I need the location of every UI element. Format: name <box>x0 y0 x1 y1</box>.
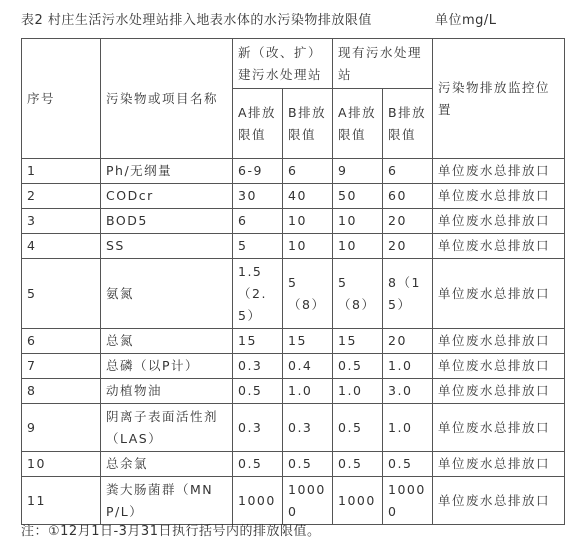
row-pollutant: BOD5 <box>101 209 233 234</box>
table-row <box>22 452 565 477</box>
row-pollutant: 氨氮 <box>101 259 233 329</box>
row-seq: 5 <box>22 259 101 329</box>
row-new-b: 10 <box>283 209 333 234</box>
row-existing-a: 1.0 <box>333 379 383 404</box>
row-new-a: 30 <box>233 184 283 209</box>
row-seq: 9 <box>22 404 101 452</box>
row-pollutant: 阴离子表面活性剂（LAS） <box>101 404 233 452</box>
table-row <box>22 259 565 329</box>
header-pollutant: 污染物或项目名称 <box>101 39 233 159</box>
row-existing-a: 9 <box>333 159 383 184</box>
row-new-a: 6-9 <box>233 159 283 184</box>
row-existing-b: 10000 <box>383 477 433 525</box>
row-existing-b: 6 <box>383 159 433 184</box>
table-title: 表2 村庄生活污水处理站排入地表水体的水污染物排放限值 <box>21 13 372 28</box>
header-a-limit-existing: A排放限值 <box>333 89 383 159</box>
row-monitor-location: 单位废水总排放口 <box>433 354 565 379</box>
row-monitor-location: 单位废水总排放口 <box>433 159 565 184</box>
row-existing-b: 20 <box>383 234 433 259</box>
row-existing-a: 50 <box>333 184 383 209</box>
row-monitor-location: 单位废水总排放口 <box>433 379 565 404</box>
row-seq: 7 <box>22 354 101 379</box>
row-existing-a: 0.5 <box>333 354 383 379</box>
row-pollutant: 总氮 <box>101 329 233 354</box>
row-monitor-location: 单位废水总排放口 <box>433 477 565 525</box>
row-new-a: 1.5（2.5） <box>233 259 283 329</box>
row-monitor-location: 单位废水总排放口 <box>433 234 565 259</box>
row-monitor-location: 单位废水总排放口 <box>433 209 565 234</box>
row-new-a: 0.3 <box>233 404 283 452</box>
row-seq: 6 <box>22 329 101 354</box>
row-new-b: 10 <box>283 234 333 259</box>
emission-limits-table <box>21 38 565 525</box>
table-unit: 单位mg/L <box>435 13 497 28</box>
row-seq: 1 <box>22 159 101 184</box>
header-existing-station: 现有污水处理站 <box>333 39 433 89</box>
row-monitor-location: 单位废水总排放口 <box>433 404 565 452</box>
row-monitor-location: 单位废水总排放口 <box>433 184 565 209</box>
header-b-limit-existing: B排放限值 <box>383 89 433 159</box>
row-new-a: 15 <box>233 329 283 354</box>
row-new-a: 0.5 <box>233 452 283 477</box>
table-row <box>22 477 565 525</box>
row-existing-b: 8（15） <box>383 259 433 329</box>
table-row <box>22 234 565 259</box>
row-new-b: 10000 <box>283 477 333 525</box>
row-new-b: 5（8） <box>283 259 333 329</box>
row-existing-a: 15 <box>333 329 383 354</box>
row-existing-a: 0.5 <box>333 404 383 452</box>
row-monitor-location: 单位废水总排放口 <box>433 329 565 354</box>
row-seq: 2 <box>22 184 101 209</box>
row-existing-a: 5（8） <box>333 259 383 329</box>
row-new-b: 0.3 <box>283 404 333 452</box>
row-existing-b: 20 <box>383 329 433 354</box>
table-row <box>22 404 565 452</box>
row-new-b: 6 <box>283 159 333 184</box>
row-new-a: 5 <box>233 234 283 259</box>
row-new-b: 1.0 <box>283 379 333 404</box>
row-existing-b: 20 <box>383 209 433 234</box>
row-existing-a: 10 <box>333 209 383 234</box>
row-existing-b: 1.0 <box>383 354 433 379</box>
table-row <box>22 354 565 379</box>
table-note: 注：①12月1日-3月31日执行括号内的排放限值。 <box>21 524 321 539</box>
row-monitor-location: 单位废水总排放口 <box>433 452 565 477</box>
row-new-a: 0.5 <box>233 379 283 404</box>
table-row <box>22 209 565 234</box>
header-b-limit-new: B排放限值 <box>283 89 333 159</box>
row-pollutant: 总余氯 <box>101 452 233 477</box>
row-monitor-location: 单位废水总排放口 <box>433 259 565 329</box>
row-existing-a: 10 <box>333 234 383 259</box>
row-seq: 10 <box>22 452 101 477</box>
row-existing-b: 1.0 <box>383 404 433 452</box>
row-new-b: 40 <box>283 184 333 209</box>
row-new-b: 15 <box>283 329 333 354</box>
row-existing-a: 1000 <box>333 477 383 525</box>
row-new-b: 0.5 <box>283 452 333 477</box>
row-seq: 4 <box>22 234 101 259</box>
row-pollutant: Ph/无纲量 <box>101 159 233 184</box>
row-existing-b: 60 <box>383 184 433 209</box>
header-monitor-location: 污染物排放监控位置 <box>433 39 565 159</box>
row-pollutant: 粪大肠菌群（MNP/L） <box>101 477 233 525</box>
row-new-a: 1000 <box>233 477 283 525</box>
row-seq: 8 <box>22 379 101 404</box>
row-existing-b: 0.5 <box>383 452 433 477</box>
row-seq: 11 <box>22 477 101 525</box>
table-row <box>22 329 565 354</box>
table-row <box>22 159 565 184</box>
table-row <box>22 184 565 209</box>
header-new-station: 新（改、扩）建污水处理站 <box>233 39 333 89</box>
row-new-a: 0.3 <box>233 354 283 379</box>
row-pollutant: 动植物油 <box>101 379 233 404</box>
row-existing-b: 3.0 <box>383 379 433 404</box>
table-row <box>22 379 565 404</box>
row-seq: 3 <box>22 209 101 234</box>
table-caption <box>21 9 497 28</box>
row-new-a: 6 <box>233 209 283 234</box>
header-seq: 序号 <box>22 39 101 159</box>
row-existing-a: 0.5 <box>333 452 383 477</box>
row-pollutant: CODcr <box>101 184 233 209</box>
header-a-limit-new: A排放限值 <box>233 89 283 159</box>
row-pollutant: SS <box>101 234 233 259</box>
row-new-b: 0.4 <box>283 354 333 379</box>
row-pollutant: 总磷（以P计） <box>101 354 233 379</box>
